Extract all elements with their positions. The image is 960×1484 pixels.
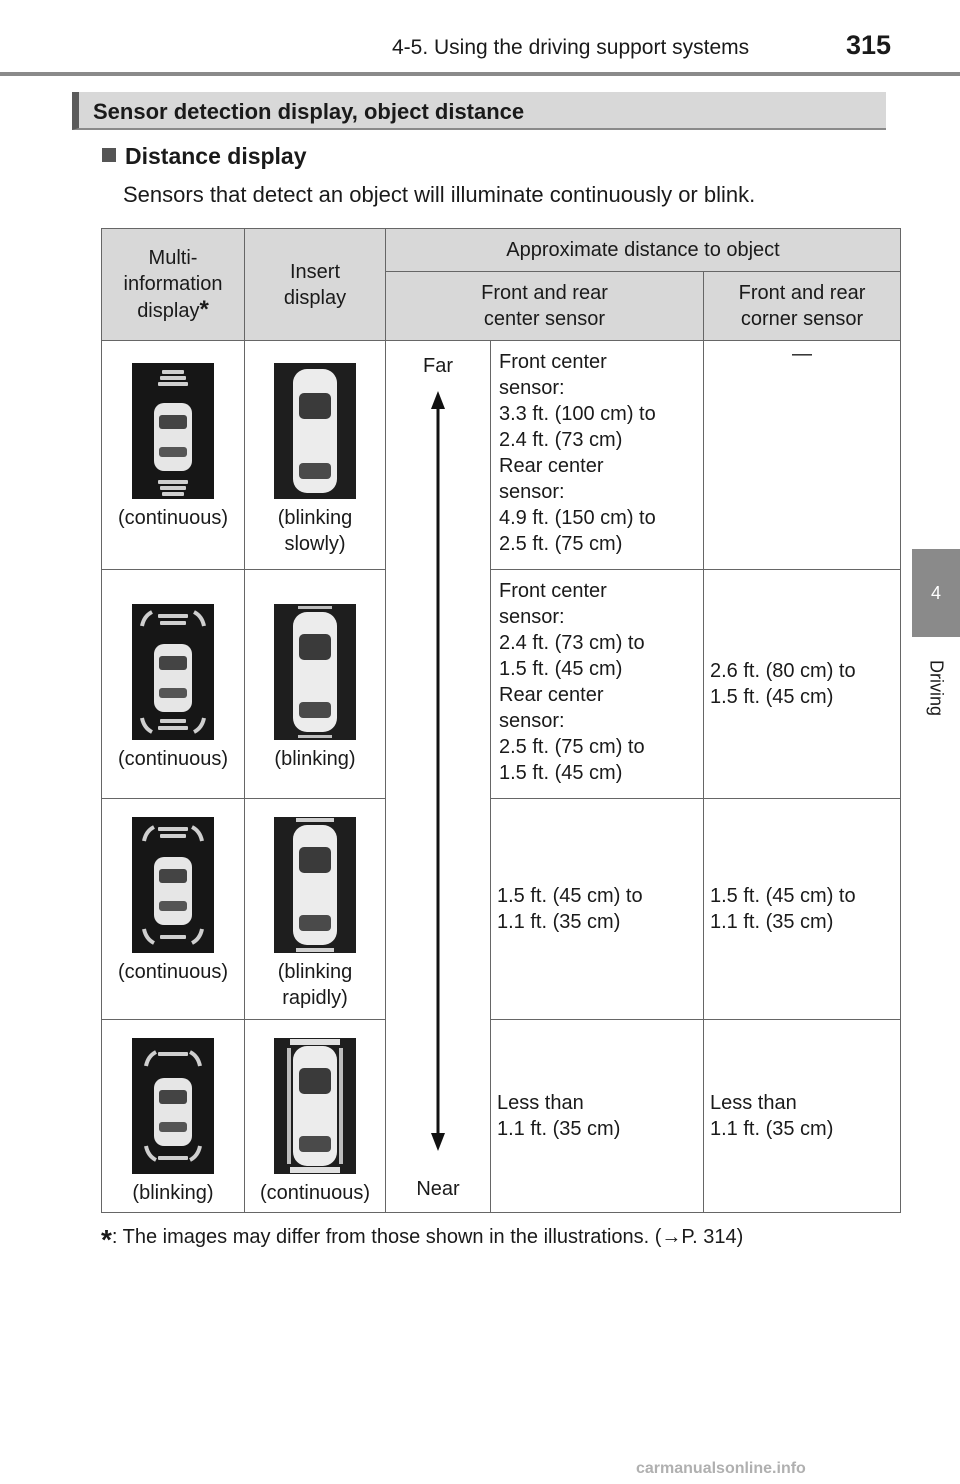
multi-info-display-icon xyxy=(132,817,214,953)
distance-table xyxy=(101,228,901,1213)
chapter-label xyxy=(912,648,960,728)
header-rule xyxy=(0,72,960,76)
far-label: Far xyxy=(423,355,453,377)
header-insert-display: Insert display xyxy=(245,229,386,341)
far-near-scale xyxy=(386,341,491,1213)
multi-info-caption: (blinking) xyxy=(132,1182,214,1204)
multi-info-caption: (continuous) xyxy=(117,961,229,983)
corner-sensor-value: Less than 1.1 ft. (35 cm) xyxy=(704,1020,901,1213)
insert-display-caption: (blinking rapidly) xyxy=(277,961,353,1009)
double-arrow-icon xyxy=(428,391,448,1151)
multi-info-cell xyxy=(102,341,245,570)
chapter-label-text: Driving xyxy=(926,659,947,717)
square-bullet-icon xyxy=(102,148,116,162)
asterisk-mark: * xyxy=(199,296,209,323)
insert-display-cell xyxy=(245,1020,386,1213)
table-row xyxy=(102,1020,901,1213)
multi-info-display-icon xyxy=(132,604,214,740)
intro-text: Sensors that detect an object will illuminate continuously or blink. xyxy=(123,182,756,207)
center-sensor-value: Front center sensor: 3.3 ft. (100 cm) to 2.4 ft. (73 cm) Rear center sensor: 4.9 ft. (150 cm) to 2.5 ft. (75 cm) xyxy=(491,341,704,570)
center-sensor-value: Front center sensor: 2.4 ft. (73 cm) to 1.5 ft. (45 cm) Rear center sensor: 2.5 ft. (75 cm) to 1.5 ft. (45 cm) xyxy=(491,570,704,799)
corner-sensor-value: 2.6 ft. (80 cm) to 1.5 ft. (45 cm) xyxy=(704,570,901,799)
multi-info-caption: (continuous) xyxy=(117,507,229,529)
corner-sensor-value: 1.5 ft. (45 cm) to 1.1 ft. (35 cm) xyxy=(704,799,901,1020)
insert-display-icon xyxy=(274,604,356,740)
multi-info-caption: (continuous) xyxy=(117,748,229,770)
footnote-asterisk: * xyxy=(101,1224,112,1255)
insert-display-cell xyxy=(245,341,386,570)
insert-display-cell xyxy=(245,799,386,1020)
multi-info-cell xyxy=(102,570,245,799)
header-corner-sensor: Front and rear corner sensor xyxy=(704,272,901,341)
footnote-text: : The images may differ from those shown in the illustrations. ( xyxy=(111,1226,662,1248)
section-title: Sensor detection display, object distance xyxy=(93,99,525,124)
multi-info-cell xyxy=(102,1020,245,1213)
insert-display-caption: (blinking) xyxy=(274,748,356,770)
insert-display-caption: (continuous) xyxy=(259,1182,371,1204)
table-row xyxy=(102,799,901,1020)
multi-info-display-icon xyxy=(132,363,214,499)
header-section-title: 4-5. Using the driving support systems xyxy=(392,36,750,59)
header-approx-distance: Approximate distance to object xyxy=(386,229,901,272)
page-number: 315 xyxy=(846,30,892,60)
center-sensor-value: Less than 1.1 ft. (35 cm) xyxy=(491,1020,704,1213)
chapter-number: 4 xyxy=(930,583,941,603)
center-sensor-value: 1.5 ft. (45 cm) to 1.1 ft. (35 cm) xyxy=(491,799,704,1020)
table-row xyxy=(102,570,901,799)
chapter-tab xyxy=(912,549,960,637)
header-center-sensor: Front and rear center sensor xyxy=(386,272,704,341)
multi-info-cell xyxy=(102,799,245,1020)
section-title-bar xyxy=(72,92,886,130)
corner-sensor-value: — xyxy=(704,341,901,570)
multi-info-display-icon xyxy=(132,1038,214,1174)
footnote xyxy=(101,1224,744,1255)
near-label: Near xyxy=(416,1178,460,1200)
page-header xyxy=(0,0,960,76)
arrow-right-icon: → xyxy=(661,1226,682,1248)
subsection-title: Distance display xyxy=(125,143,307,169)
insert-display-cell xyxy=(245,570,386,799)
insert-display-icon xyxy=(274,817,356,953)
insert-display-caption: (blinking slowly) xyxy=(277,507,353,555)
insert-display-icon xyxy=(274,1038,356,1174)
footnote-page-link[interactable]: P. 314) xyxy=(681,1226,744,1248)
insert-display-icon xyxy=(274,363,356,499)
table-row xyxy=(102,341,901,570)
watermark: carmanualsonline.info xyxy=(636,1460,806,1477)
subsection-heading xyxy=(102,143,307,170)
header-multi-info: Multi- information display* xyxy=(102,229,245,341)
